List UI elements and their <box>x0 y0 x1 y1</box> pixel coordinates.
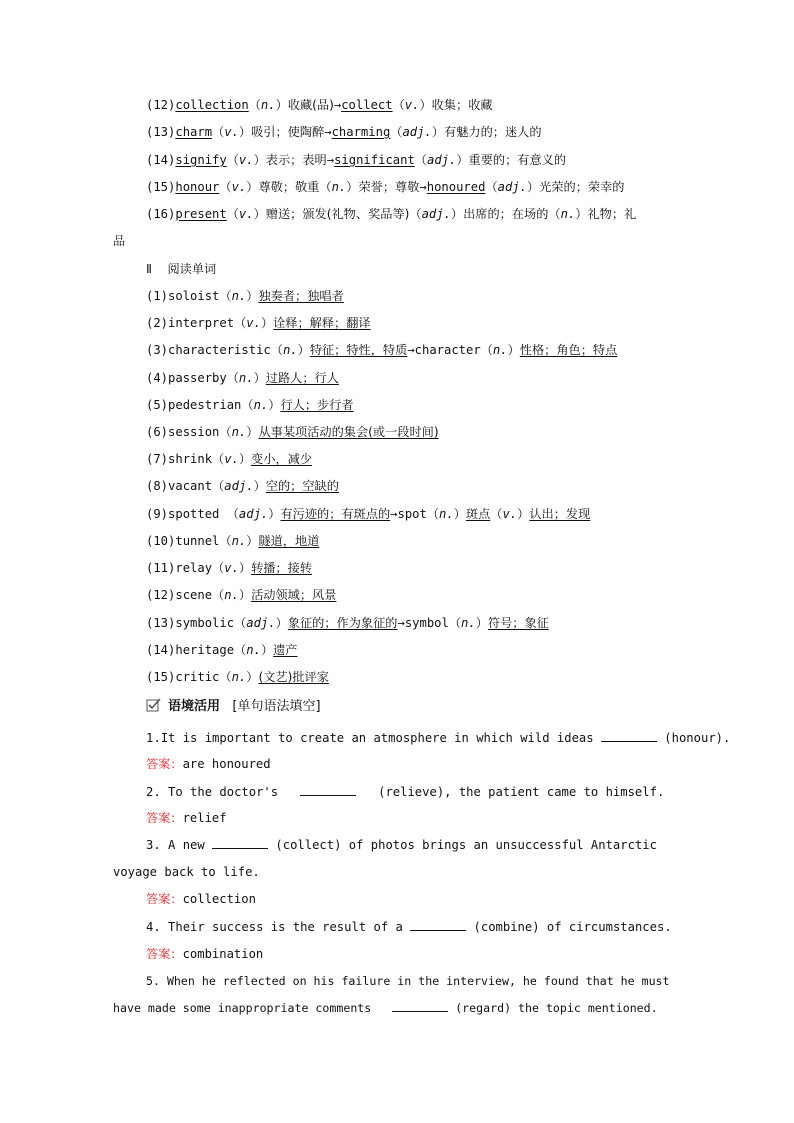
reading-word-10: (10)tunnel（n.）隧道，地道 <box>146 534 320 548</box>
section-roman-numeral: Ⅱ <box>146 262 152 276</box>
reading-word-13: (13)symbolic（adj.）象征的；作为象征的→symbol（n.）符号；象征 <box>146 616 549 630</box>
reading-word-9: (9)spotted （adj.）有污迹的；有斑点的→spot（n.）斑点（v.）认出；发现 <box>146 507 591 521</box>
derivation-item-16-wrap: 品 <box>113 234 126 248</box>
reading-word-11: (11)relay（v.）转播；接转 <box>146 561 313 575</box>
reading-word-15: (15)critic（n.）(文艺)批评家 <box>146 670 329 684</box>
answer-label: 答案： <box>146 947 183 961</box>
answer-label: 答案： <box>146 757 183 771</box>
question-5: 5. When he reflected on his failure in the interview, he found that he must have made some inappropriate comments (regard) the topic mentioned. <box>113 974 670 1015</box>
answer-blank <box>392 999 448 1012</box>
answer-blank <box>601 729 657 742</box>
practice-title: 语境活用 <box>168 699 221 714</box>
derivation-item-12: (12)collection（n.）收藏(品)→collect（v.）收集；收藏 <box>146 98 493 112</box>
answer-2: 答案：relief <box>146 811 227 825</box>
derivation-item-13: (13)charm（v.）吸引；使陶醉→charming（adj.）有魅力的；迷人的 <box>146 125 542 139</box>
answer-4: 答案：combination <box>146 947 264 961</box>
question-2: 2. To the doctor's (relieve), the patient came to himself. <box>146 785 665 799</box>
reading-word-5: (5)pedestrian（n.）行人；步行者 <box>146 398 354 412</box>
reading-word-7: (7)shrink（v.）变小，减少 <box>146 452 313 466</box>
question-4: 4. Their success is the result of a (combine) of circumstances. <box>146 920 672 934</box>
derivation-item-15: (15)honour（v.）尊敬；敬重（n.）荣誉；尊敬→honoured（adj.）光荣的；荣幸的 <box>146 180 625 194</box>
answer-label: 答案： <box>146 892 183 906</box>
reading-word-1: (1)soloist（n.）独奏者；独唱者 <box>146 289 344 303</box>
answer-label: 答案： <box>146 811 183 825</box>
derivation-item-14: (14)signify（v.）表示；表明→significant（adj.）重要的；有意义的 <box>146 153 567 167</box>
question-3: 3. A new (collect) of photos brings an unsuccessful Antarctic voyage back to life. <box>113 838 657 879</box>
answer-3: 答案：collection <box>146 892 256 906</box>
question-1: 1.It is important to create an atmosphere in which wild ideas (honour). <box>146 731 731 745</box>
derivation-item-16: (16)present（v.）赠送；颁发(礼物、奖品等)（adj.）出席的；在场的（n.）礼物；礼 <box>146 207 637 221</box>
section-heading-reading-words <box>146 261 216 277</box>
reading-word-6: (6)session（n.）从事某项活动的集会(或一段时间) <box>146 425 439 439</box>
practice-subtitle: [单句语法填空] <box>232 699 321 714</box>
answer-blank <box>300 783 356 796</box>
reading-word-14: (14)heritage（n.）遗产 <box>146 643 298 657</box>
answer-1: 答案：are honoured <box>146 757 271 771</box>
reading-word-3: (3)characteristic（n.）特征；特性，特质→character（n.）性格；角色；特点 <box>146 343 618 357</box>
section-title: 阅读单词 <box>167 262 217 276</box>
check-pencil-icon <box>146 698 162 712</box>
answer-blank <box>410 918 466 931</box>
reading-word-8: (8)vacant（adj.）空的；空缺的 <box>146 479 339 493</box>
reading-word-4: (4)passerby（n.）过路人；行人 <box>146 371 339 385</box>
reading-word-12: (12)scene（n.）活动领域；风景 <box>146 588 337 602</box>
reading-word-2: (2)interpret（v.）诠释；解释；翻译 <box>146 316 371 330</box>
answer-blank <box>212 836 268 849</box>
practice-heading <box>146 695 321 714</box>
